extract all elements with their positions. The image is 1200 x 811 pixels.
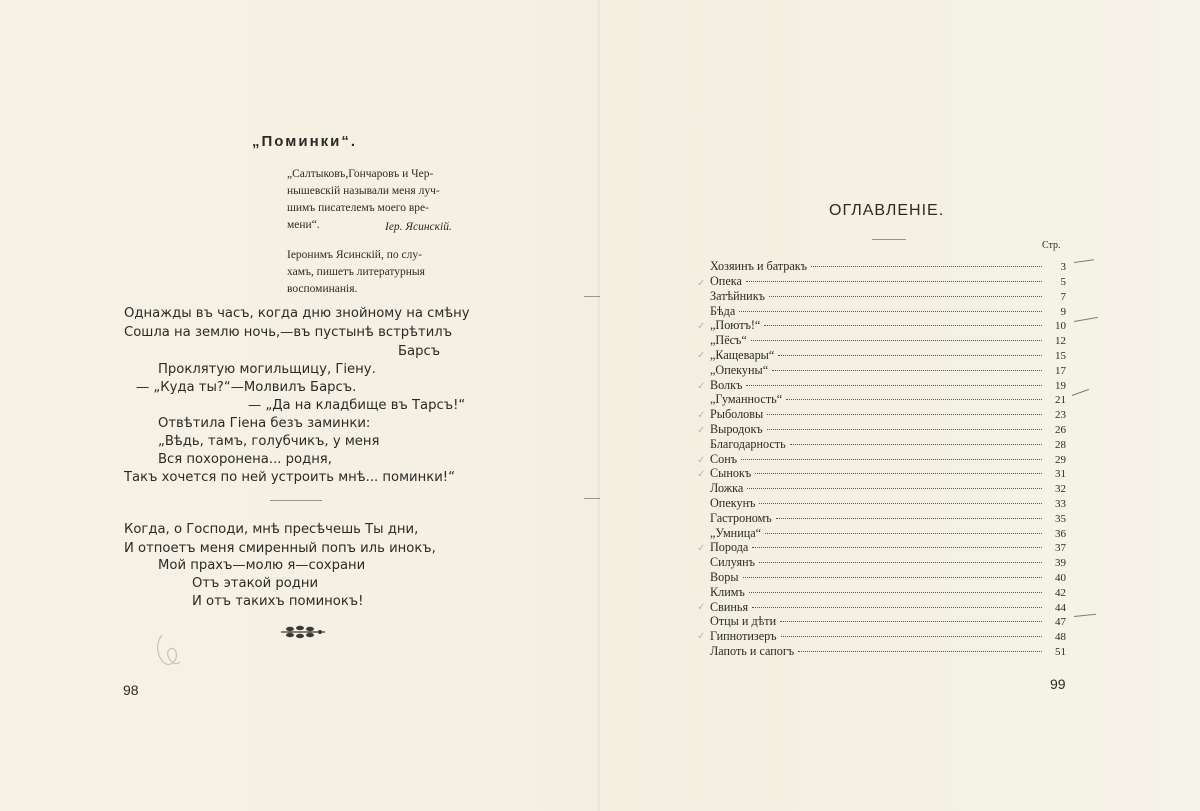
pencil-check-icon: ✓ [697,321,706,332]
poem-title: „Поминки“. [252,133,358,150]
poem-line: Барсъ [398,344,441,359]
toc-entry [710,466,1066,481]
toc-entry-page: 21 [1055,394,1066,406]
toc-entry-page: 7 [1060,291,1066,303]
toc-entry-title: „Поютъ!“ [710,318,761,332]
toc-leader-dots [746,385,1042,386]
toc-entry-title: Хозяинъ и батракъ [710,259,808,273]
section-divider [270,500,322,501]
page-number: 99 [1050,676,1066,692]
toc-entry [710,304,1066,319]
poem-line: „Вѣдь, тамъ, голубчикъ, у меня [158,434,380,449]
toc-leader-dots [759,503,1042,504]
toc-leader-dots [786,399,1042,400]
toc-entry-page: 3 [1060,261,1066,273]
toc-entry-page: 47 [1055,616,1066,628]
toc-leader-dots [764,325,1042,326]
toc-entry [710,348,1066,363]
toc-entry-page: 28 [1055,439,1066,451]
toc-leader-dots [780,621,1042,622]
toc-entry-title: „Кащевары“ [710,348,775,362]
pencil-check-icon: ✓ [697,455,706,466]
toc-leader-dots [767,429,1042,430]
toc-leader-dots [759,562,1042,563]
toc-entry-page: 48 [1055,631,1066,643]
toc-entry-page: 32 [1055,483,1066,495]
toc-entry-title: Гипнотизеръ [710,629,777,643]
toc-entry [710,629,1066,644]
toc-leader-dots [781,636,1042,637]
poem-line: Отвѣтила Гіена безъ заминки: [158,416,371,431]
toc-leader-dots [755,473,1042,474]
toc-entry-page: 44 [1055,602,1066,614]
toc-entry-title: Отцы и дѣти [710,614,777,628]
toc-entry-title: Свинья [710,600,749,614]
epigraph-author: Іер. Ясинскій. [385,221,452,233]
toc-entry [710,644,1066,659]
toc-entry [710,481,1066,496]
poem-line: Отъ этакой родни [192,576,319,591]
toc-title: ОГЛАВЛЕНІЕ. [829,202,945,219]
toc-entry-page: 36 [1055,528,1066,540]
poem-line: — „Да на кладбище въ Тарсъ!“ [248,398,466,413]
toc-entry [710,511,1066,526]
pencil-check-icon: ✓ [697,543,706,554]
toc-entry [710,540,1066,555]
poem-line: Сошла на землю ночь,—въ пустынѣ встрѣтилъ [124,325,453,340]
toc-leader-dots [798,651,1042,652]
epigraph-line: мени“. [287,219,320,231]
toc-leader-dots [767,414,1042,415]
poem-line: Однажды въ часъ, когда дню знойному на смѣну [124,306,470,321]
pencil-scribble-icon [152,630,192,670]
toc-leader-dots [752,607,1042,608]
toc-entry-title: Опека [710,274,742,288]
toc-entry-title: Климъ [710,585,745,599]
toc-entry-title: Выродокъ [710,422,763,436]
poem-line: Проклятую могильщицу, Гіену. [158,362,376,377]
title-rule [872,239,906,240]
toc-leader-dots [741,459,1042,460]
toc-entry-title: Рыболовы [710,407,764,421]
toc-entry [710,437,1066,452]
pencil-check-icon: ✓ [697,631,706,642]
page-column-header: Стр. [1042,240,1061,251]
toc-entry [710,526,1066,541]
leaf-ornament-icon [278,623,328,639]
toc-entry [710,422,1066,437]
toc-leader-dots [746,281,1042,282]
epigraph-line: шимъ писателемъ моего вре- [287,202,429,214]
toc-entry-page: 15 [1055,350,1066,362]
pencil-check-icon: ✓ [697,602,706,613]
toc-leader-dots [751,340,1042,341]
toc-entry-page: 40 [1055,572,1066,584]
toc-entry [710,274,1066,289]
toc-leader-dots [790,444,1042,445]
toc-entry [710,614,1066,629]
poem-line: Когда, о Господи, мнѣ пресѣчешь Ты дни, [124,522,419,537]
toc-entry [710,452,1066,467]
poem-line: — „Куда ты?“—Молвилъ Барсъ. [136,380,357,395]
toc-leader-dots [772,370,1042,371]
toc-entry [710,318,1066,333]
toc-entry-title: Затѣйникъ [710,289,765,303]
toc-entry [710,333,1066,348]
toc-entry-title: Сынокъ [710,466,752,480]
epigraph-line: „Салтыковъ,Гончаровъ и Чер- [287,168,434,180]
toc-entry-page: 9 [1060,306,1066,318]
toc-entry-page: 39 [1055,557,1066,569]
toc-entry [710,407,1066,422]
toc-leader-dots [776,518,1042,519]
toc-entry-page: 10 [1055,320,1066,332]
toc-entry-title: Благодарность [710,437,786,451]
poem-line: Вся похоронена... родня, [158,452,332,467]
toc-entry-page: 51 [1055,646,1066,658]
toc-entry-page: 5 [1060,276,1066,288]
pencil-check-icon: ✓ [697,410,706,421]
toc-entry-title: Силуянъ [710,555,755,569]
toc-entry-page: 26 [1055,424,1066,436]
toc-entry-page: 31 [1055,468,1066,480]
poem-line: И отпоетъ меня смиренный попъ иль инокъ, [124,541,436,556]
epigraph-note [287,247,477,298]
toc-leader-dots [743,577,1042,578]
toc-entry [710,392,1066,407]
toc-entry-page: 12 [1055,335,1066,347]
pencil-check-icon: ✓ [697,425,706,436]
toc-leader-dots [778,355,1042,356]
toc-entry [710,363,1066,378]
toc-leader-dots [752,547,1042,548]
toc-entry-title: „Опекуны“ [710,363,769,377]
poem-line: И отъ такихъ поминокъ! [192,594,364,609]
toc-entry-title: Волкъ [710,378,743,392]
toc-entry-page: 42 [1055,587,1066,599]
toc-entry [710,378,1066,393]
toc-leader-dots [769,296,1042,297]
toc-entry-title: Гастрономъ [710,511,772,525]
toc-entry-title: Бѣда [710,304,736,318]
toc-entry-title: Порода [710,540,749,554]
page-number: 98 [123,682,139,698]
toc-entry-page: 35 [1055,513,1066,525]
toc-entry-title: „Пёсъ“ [710,333,747,347]
pencil-check-icon: ✓ [697,469,706,480]
note-line: хамъ, пишетъ литературныя [287,266,425,278]
toc-leader-dots [811,266,1042,267]
epigraph-line: нышевскій называли меня луч- [287,185,440,197]
toc-entry-title: „Гуманность“ [710,392,783,406]
toc-entry-title: Воры [710,570,739,584]
toc-entry [710,555,1066,570]
toc-entry-page: 17 [1055,365,1066,377]
toc-entry [710,570,1066,585]
toc-entry-page: 29 [1055,454,1066,466]
toc-entry [710,600,1066,615]
toc-entry-title: Сонъ [710,452,738,466]
toc-leader-dots [739,311,1042,312]
note-line: Іеронимъ Ясинскій, по слу- [287,249,422,261]
toc-entry-page: 23 [1055,409,1066,421]
toc-entry-title: Лапоть и сапогъ [710,644,795,658]
toc-entry-title: Опекунъ [710,496,756,510]
toc-leader-dots [747,488,1042,489]
toc-leader-dots [749,592,1042,593]
toc-entry [710,496,1066,511]
toc-entry-title: „Умница“ [710,526,762,540]
poem-line: Мой прахъ—молю я—сохрани [158,558,366,573]
pencil-check-icon: ✓ [697,350,706,361]
toc-leader-dots [765,533,1042,534]
toc-entry-page: 19 [1055,380,1066,392]
toc-entry-page: 33 [1055,498,1066,510]
toc-entry [710,289,1066,304]
poem-line: Такъ хочется по ней устроить мнѣ... поминки!“ [124,470,455,485]
toc-entry [710,259,1066,274]
toc-entry-page: 37 [1055,542,1066,554]
toc-entry [710,585,1066,600]
pencil-check-icon: ✓ [697,278,706,289]
pencil-check-icon: ✓ [697,381,706,392]
toc-entry-title: Ложка [710,481,744,495]
note-line: воспоминанія. [287,283,358,295]
